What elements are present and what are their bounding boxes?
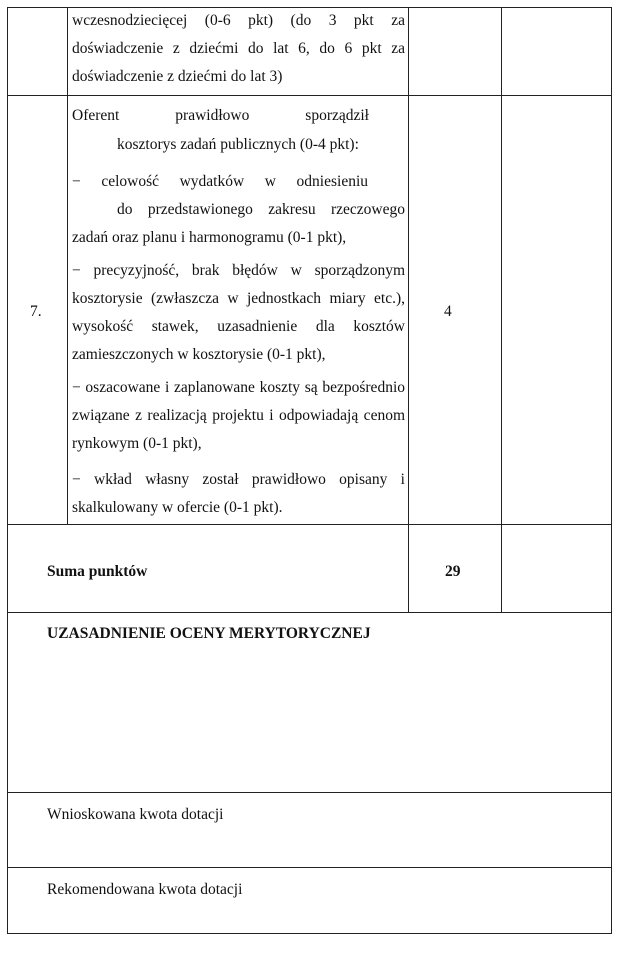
- justification-heading: UZASADNIENIE OCENY MERYTORYCZNEJ: [47, 625, 371, 642]
- row7-criteria-line: − celowość wydatków w odniesieniu: [72, 173, 368, 190]
- column-divider-number: [67, 7, 68, 525]
- row-divider-justification-requested: [7, 792, 612, 793]
- row-divider-sum-justification: [7, 612, 612, 613]
- column-divider-extra: [501, 7, 502, 613]
- row7-criteria-line: zadań oraz planu i harmonogramu (0-1 pkt),: [72, 229, 347, 246]
- table-bottom-border: [7, 933, 612, 934]
- row7-number: 7.: [30, 303, 42, 320]
- row7-criteria-line: kosztorys zadań publicznych (0-4 pkt):: [117, 136, 359, 153]
- row-divider-7-sum: [7, 524, 612, 525]
- table-right-border: [611, 7, 612, 934]
- row7-criteria-line: Oferent prawidłowo sporządził: [72, 107, 369, 124]
- row7-criteria-line: − wkład własny został prawidłowo opisany i: [72, 471, 405, 488]
- row7-criteria-line: skalkulowany w ofercie (0-1 pkt).: [72, 499, 283, 516]
- sum-value: 29: [445, 563, 461, 580]
- recommended-amount-label: Rekomendowana kwota dotacji: [47, 881, 243, 898]
- row7-criteria-line: − precyzyjność, brak błędów w sporządzonym: [72, 262, 405, 279]
- row6-criteria-line: wczesnodziecięcej (0-6 pkt) (do 3 pkt za: [72, 12, 405, 29]
- row-divider-requested-recommended: [7, 867, 612, 868]
- row7-points: 4: [444, 303, 452, 320]
- table-top-border: [7, 7, 612, 8]
- requested-amount-label: Wnioskowana kwota dotacji: [47, 806, 224, 823]
- sum-label: Suma punktów: [47, 563, 148, 580]
- row7-criteria-line: zamieszczonych w kosztorysie (0-1 pkt),: [72, 346, 326, 363]
- table-left-border: [7, 7, 8, 934]
- row6-criteria-line: doświadczenie z dziećmi do lat 6, do 6 pkt za: [72, 40, 405, 57]
- row7-criteria-line: kosztorysie (zwłaszcza w jednostkach miary etc.),: [72, 290, 405, 307]
- row7-criteria-line: rynkowym (0-1 pkt),: [72, 435, 202, 452]
- row7-criteria-line: do przedstawionego zakresu rzeczowego: [117, 201, 405, 218]
- row6-criteria-line: doświadczenie z dziećmi do lat 3): [72, 68, 283, 85]
- column-divider-points: [408, 7, 409, 613]
- row7-criteria-line: − oszacowane i zaplanowane koszty są bezpośrednio: [72, 379, 405, 396]
- row7-criteria-line: wysokość stawek, uzasadnienie dla kosztów: [72, 318, 405, 335]
- row7-criteria-line: związane z realizacją projektu i odpowiadają cenom: [72, 407, 405, 424]
- row-divider-6-7: [7, 95, 612, 96]
